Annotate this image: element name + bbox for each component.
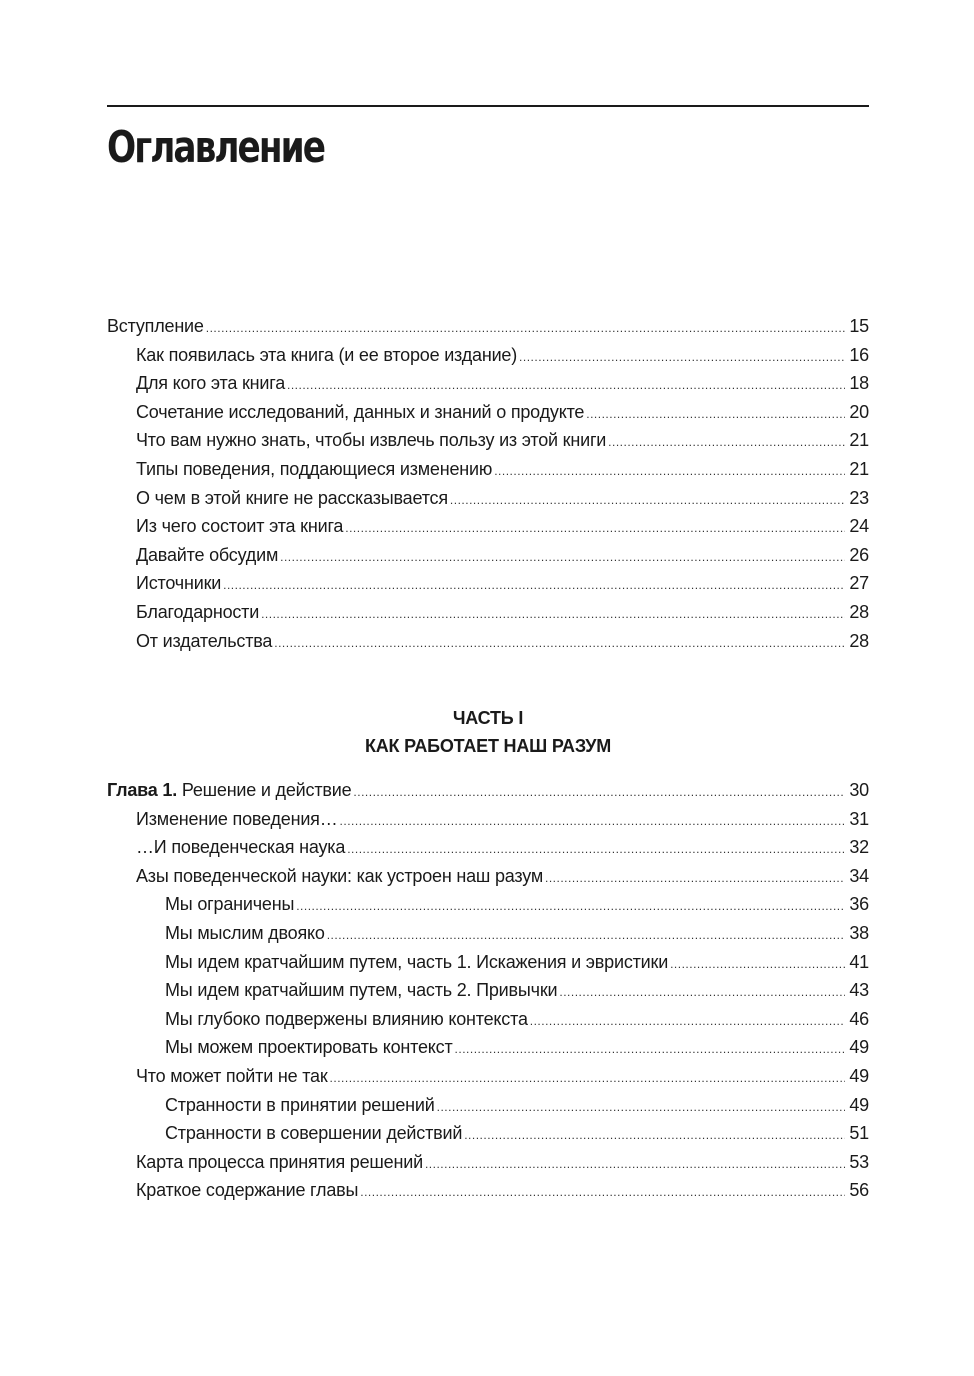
dot-leader: [670, 950, 845, 979]
dot-leader: [586, 400, 845, 429]
toc-entry-page: 43: [849, 980, 869, 1001]
toc-entry[interactable]: [107, 805, 869, 834]
dot-leader: [280, 543, 845, 572]
toc-entry-label: Давайте обсудим: [136, 544, 279, 565]
dot-leader: [608, 428, 845, 457]
toc-entry[interactable]: [107, 598, 869, 627]
dot-leader: [330, 1064, 845, 1093]
dot-leader: [360, 1178, 845, 1207]
toc-entry-page: 15: [849, 316, 869, 336]
toc-entry-page: 26: [849, 544, 869, 565]
dot-leader: [261, 600, 845, 629]
dot-leader: [274, 629, 845, 658]
toc-entry-chapter-1[interactable]: [107, 776, 869, 805]
toc-entry-page: 16: [849, 344, 869, 365]
toc-entry-page: 20: [849, 401, 869, 422]
toc-entry[interactable]: [107, 398, 869, 427]
dot-leader: [425, 1150, 845, 1179]
toc-entry-label: Странности в принятии решений: [165, 1094, 435, 1115]
toc-entry-page: 34: [849, 865, 869, 886]
toc-entry-label: Сочетание исследований, данных и знаний о продукте: [136, 401, 585, 422]
toc-entry-label: Мы можем проектировать контекст: [165, 1037, 453, 1058]
toc-entry-label: [107, 776, 351, 805]
toc-entry-page: 32: [849, 837, 869, 858]
toc-entry[interactable]: [107, 1119, 869, 1148]
dot-leader: [464, 1121, 845, 1150]
toc-entry-page: 49: [849, 1094, 869, 1115]
toc-entry-page: 28: [849, 601, 869, 622]
toc-entry-label: Мы глубоко подвержены влиянию контекста: [165, 1008, 528, 1029]
toc-entry[interactable]: [107, 541, 869, 570]
toc-entry-label: Мы ограничены: [165, 894, 295, 915]
dot-leader: [340, 807, 845, 836]
toc-entry-introduction[interactable]: [107, 312, 869, 341]
toc-entry-label: Азы поведенческой науки: как устроен наш разум: [136, 865, 544, 886]
dot-leader: [296, 892, 845, 921]
toc-chapter-1-section: [107, 776, 869, 1205]
toc-entry-page: 30: [849, 780, 869, 800]
part-heading: [107, 704, 869, 760]
toc-entry-label: Карта процесса принятия решений: [136, 1151, 423, 1172]
toc-entry-page: 53: [849, 1151, 869, 1172]
dot-leader: [287, 371, 845, 400]
toc-entry-label: …И поведенческая наука: [136, 837, 346, 858]
toc-entry-label: От издательства: [136, 630, 273, 651]
dot-leader: [223, 571, 845, 600]
toc-entry-page: 18: [849, 373, 869, 394]
dot-leader: [530, 1007, 845, 1036]
toc-entry-label: Мы мыслим двояко: [165, 922, 325, 943]
toc-entry-label: Что вам нужно знать, чтобы извлечь пользу из этой книги: [136, 430, 607, 451]
dot-leader: [206, 314, 845, 343]
toc-entry-label: Вступление: [107, 316, 204, 336]
toc-intro-section: [107, 312, 869, 655]
dot-leader: [437, 1093, 845, 1122]
toc-entry[interactable]: [107, 1091, 869, 1120]
dot-leader: [347, 835, 845, 864]
toc-entry-page: 21: [849, 458, 869, 479]
dot-leader: [494, 457, 845, 486]
dot-leader: [345, 514, 845, 543]
toc-entry-page: 56: [849, 1180, 869, 1201]
toc-entry-label: Мы идем кратчайшим путем, часть 1. Искажения и эвристики: [165, 951, 669, 972]
toc-entry-page: 46: [849, 1008, 869, 1029]
toc-entry[interactable]: [107, 919, 869, 948]
toc-entry-label: Что может пойти не так: [136, 1065, 328, 1086]
toc-entry-label: Как появилась эта книга (и ее второе издание): [136, 344, 518, 365]
toc-entry[interactable]: [107, 948, 869, 977]
part-title: КАК РАБОТАЕТ НАШ РАЗУМ: [364, 736, 612, 756]
toc-entry-label: Типы поведения, поддающиеся изменению: [136, 458, 493, 479]
toc-entry[interactable]: [107, 1148, 869, 1177]
dot-leader: [450, 486, 845, 515]
part-number: ЧАСТЬ I: [452, 708, 524, 728]
toc-entry[interactable]: [107, 862, 869, 891]
top-rule: [107, 105, 869, 107]
toc-entry[interactable]: [107, 627, 869, 656]
toc-entry-label: Изменение поведения…: [136, 808, 338, 829]
toc-entry[interactable]: [107, 569, 869, 598]
toc-entry-label: Благодарности: [136, 601, 260, 622]
toc-entry-label: Из чего состоит эта книга: [136, 516, 344, 537]
toc-entry-page: 36: [849, 894, 869, 915]
toc-entry[interactable]: [107, 512, 869, 541]
dot-leader: [455, 1035, 845, 1064]
toc-entry-page: 51: [849, 1123, 869, 1144]
toc-entry[interactable]: [107, 1033, 869, 1062]
toc-entry-label: Источники: [136, 573, 222, 594]
toc-entry-label: Странности в совершении действий: [165, 1123, 463, 1144]
toc-entry[interactable]: [107, 976, 869, 1005]
toc-entry-page: 38: [849, 922, 869, 943]
toc-entry-page: 27: [849, 573, 869, 594]
toc-entry-label: Для кого эта книга: [136, 373, 286, 394]
toc-entry-label: О чем в этой книге не рассказывается: [136, 487, 448, 508]
chapter-prefix: Глава 1.: [107, 780, 178, 800]
toc-entry-page: 21: [849, 430, 869, 451]
dot-leader: [353, 778, 845, 807]
dot-leader: [327, 921, 845, 950]
toc-entry-page: 49: [849, 1065, 869, 1086]
toc-entry[interactable]: [107, 1005, 869, 1034]
toc-entry[interactable]: [107, 833, 869, 862]
toc-entry-label: Краткое содержание главы: [136, 1180, 359, 1201]
dot-leader: [519, 343, 845, 372]
toc-entry[interactable]: [107, 455, 869, 484]
toc-entry-page: 49: [849, 1037, 869, 1058]
dot-leader: [559, 978, 845, 1007]
chapter-title: Решение и действие: [177, 780, 352, 800]
toc-entry[interactable]: [107, 1062, 869, 1091]
toc-entry[interactable]: [107, 1176, 869, 1205]
toc-entry[interactable]: [107, 369, 869, 398]
toc-entry-page: 28: [849, 630, 869, 651]
toc-entry[interactable]: [107, 484, 869, 513]
toc-entry[interactable]: [107, 890, 869, 919]
toc-entry[interactable]: [107, 341, 869, 370]
toc-entry-page: 23: [849, 487, 869, 508]
toc-entry-page: 24: [849, 516, 869, 537]
page-title: Оглавление: [107, 122, 325, 173]
toc-entry-label: Мы идем кратчайшим путем, часть 2. Привычки: [165, 980, 558, 1001]
toc-entry-page: 31: [849, 808, 869, 829]
dot-leader: [545, 864, 845, 893]
toc-entry-page: 41: [849, 951, 869, 972]
toc-entry[interactable]: [107, 426, 869, 455]
